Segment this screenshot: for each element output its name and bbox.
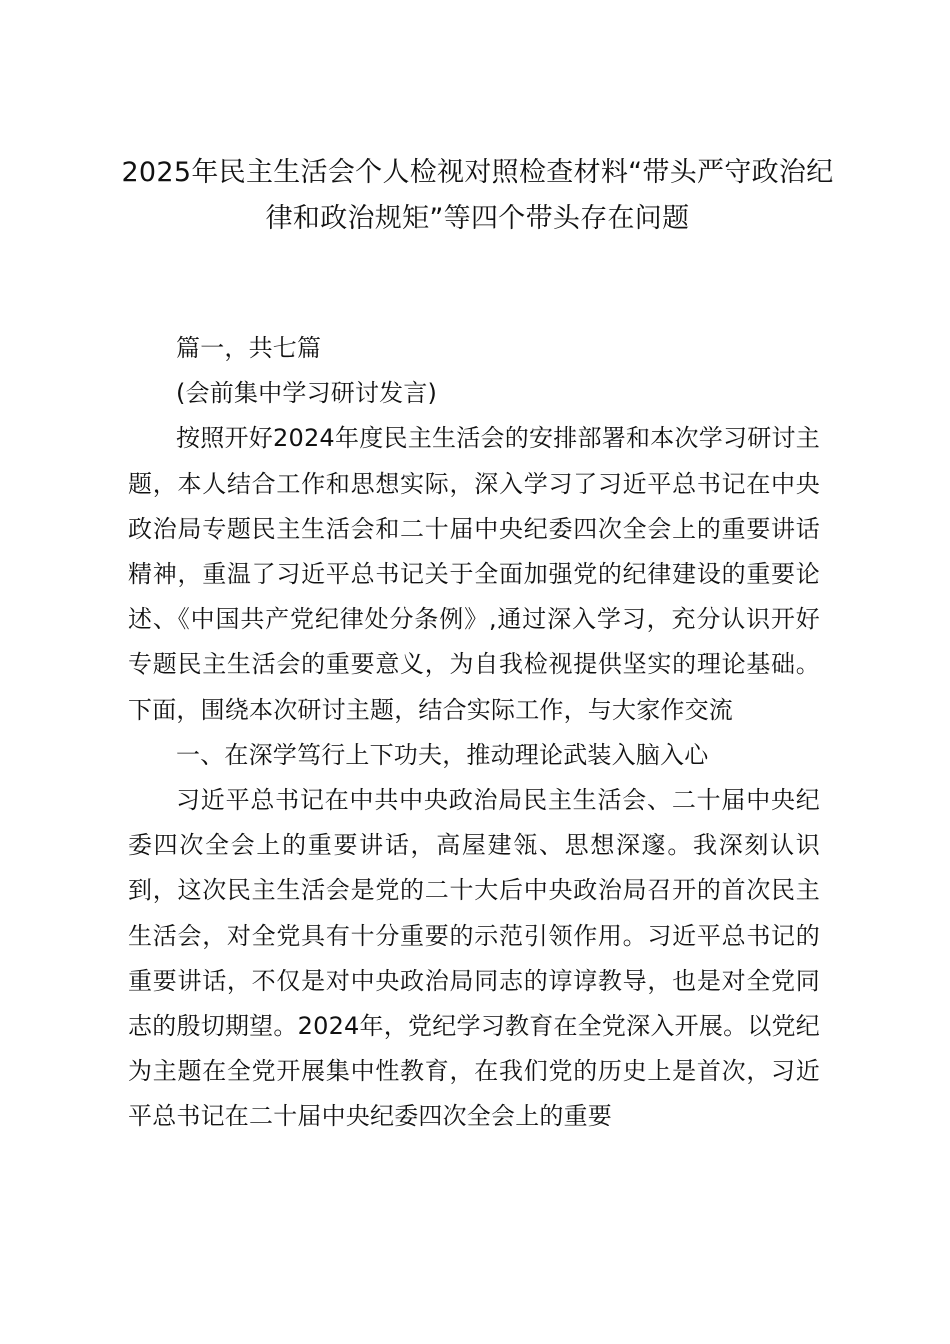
paragraph-section-1: 习近平总书记在中共中央政治局民主生活会、二十届中央纪委四次全会上的重要讲话，高屋建瓴、思想深邃。我深刻认识到，这次民主生活会是党的二十大后中央政治局召开的首次民主生活会，对全党具有十分重要的示范引领作用。习近平总书记的重要讲话，不仅是对中央政治局同志的谆谆教导，也是对全党同志的殷切期望。2024年，党纪学习教育在全党深入开展。以党纪为主题在全党开展集中性教育，在我们党的历史上是首次，习近平总书记在二十届中央纪委四次全会上的重要: [128, 786, 820, 1131]
document-body: [128, 326, 820, 1140]
paragraph-series-label: 篇一，共七篇: [176, 334, 322, 362]
paragraph-subtitle: (会前集中学习研讨发言): [176, 379, 438, 408]
document-title: 2025年民主生活会个人检视对照检查材料“带头严守政治纪律和政治规矩”等四个带头存在问题: [121, 157, 834, 234]
section-heading-1: 一、在深学笃行上下功夫，推动理论武装入脑入心: [176, 740, 709, 769]
paragraph-intro: 按照开好2024年度民主生活会的安排部署和本次学习研讨主题，本人结合工作和思想实际，深入学习了习近平总书记在中央政治局专题民主生活会和二十届中央纪委四次全会上的重要讲话精神，重温了习近平总书记关于全面加强党的纪律建设的重要论述、《中国共产党纪律处分条例》,通过深入学习，充分认识开好专题民主生活会的重要意义，为自我检视提供坚实的理论基础。下面，围绕本次研讨主题，结合实际工作，与大家作交流: [128, 424, 820, 724]
